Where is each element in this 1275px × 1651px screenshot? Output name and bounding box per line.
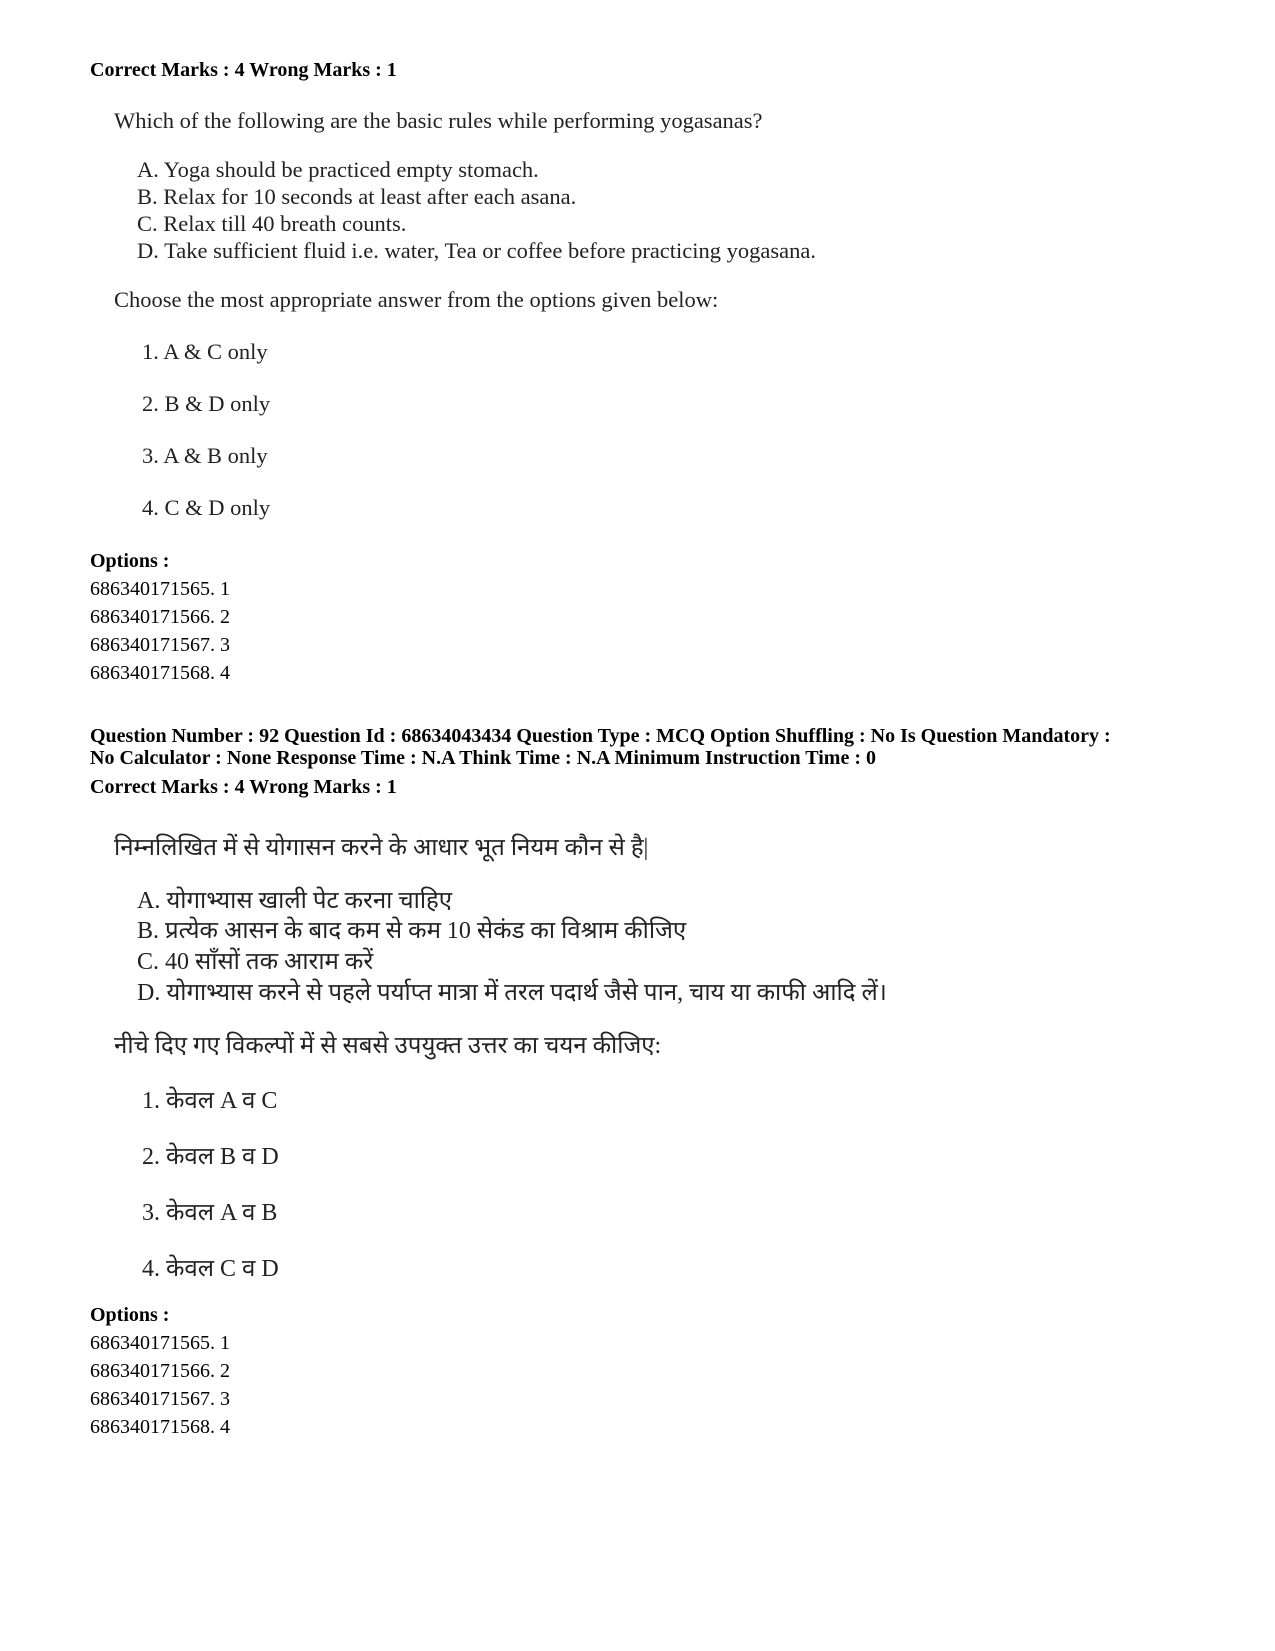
q92-header-line-1: Question Number : 92 Question Id : 68634043434 Question Type : MCQ Option Shuffling : No Is Question Mandatory :	[90, 725, 1111, 747]
q91-choice-2: 2. B & D only	[142, 391, 271, 416]
q92-statement-b: B. प्रत्येक आसन के बाद कम से कम 10 सेकंड का विश्राम कीजिए	[137, 918, 687, 944]
q91-statement-c: C. Relax till 40 breath counts.	[137, 211, 407, 236]
q91-choice-1: 1. A & C only	[142, 339, 268, 364]
q92-marks: Correct Marks : 4 Wrong Marks : 1	[90, 776, 397, 798]
q91-option-3: 686340171567. 3	[90, 634, 230, 656]
q91-option-4: 686340171568. 4	[90, 662, 230, 684]
q91-option-2: 686340171566. 2	[90, 606, 230, 628]
q92-option-4: 686340171568. 4	[90, 1416, 230, 1438]
q91-choice-3: 3. A & B only	[142, 443, 268, 468]
q92-question-text: निम्नलिखित में से योगासन करने के आधार भूत नियम कौन से है|	[114, 835, 649, 861]
q91-marks: Correct Marks : 4 Wrong Marks : 1	[90, 59, 397, 81]
q91-question-text: Which of the following are the basic rules while performing yogasanas?	[114, 108, 763, 133]
q92-option-1: 686340171565. 1	[90, 1332, 230, 1354]
q92-statement-a: A. योगाभ्यास खाली पेट करना चाहिए	[137, 888, 453, 914]
q92-choice-4: 4. केवल C व D	[142, 1256, 279, 1282]
q92-header-line-2: No Calculator : None Response Time : N.A Think Time : N.A Minimum Instruction Time : 0	[90, 747, 876, 769]
q92-choice-3: 3. केवल A व B	[142, 1200, 278, 1226]
q92-statement-d: D. योगाभ्यास करने से पहले पर्याप्त मात्रा में तरल पदार्थ जैसे पान, चाय या काफी आदि लें।	[137, 980, 887, 1006]
q91-statement-d: D. Take sufficient fluid i.e. water, Tea or coffee before practicing yogasana.	[137, 238, 816, 263]
q92-options-label: Options :	[90, 1304, 170, 1326]
q91-options-label: Options :	[90, 550, 170, 572]
q92-option-3: 686340171567. 3	[90, 1388, 230, 1410]
q91-statement-a: A. Yoga should be practiced empty stomach.	[137, 157, 539, 182]
q91-statement-b: B. Relax for 10 seconds at least after each asana.	[137, 184, 577, 209]
q92-option-2: 686340171566. 2	[90, 1360, 230, 1382]
q91-instruction: Choose the most appropriate answer from the options given below:	[114, 287, 719, 312]
q92-statement-c: C. 40 साँसों तक आराम करें	[137, 949, 374, 975]
q91-option-1: 686340171565. 1	[90, 578, 230, 600]
q91-choice-4: 4. C & D only	[142, 495, 271, 520]
q92-choice-2: 2. केवल B व D	[142, 1144, 279, 1170]
q92-choice-1: 1. केवल A व C	[142, 1088, 278, 1114]
q92-instruction: नीचे दिए गए विकल्पों में से सबसे उपयुक्त उत्तर का चयन कीजिए:	[114, 1033, 662, 1059]
